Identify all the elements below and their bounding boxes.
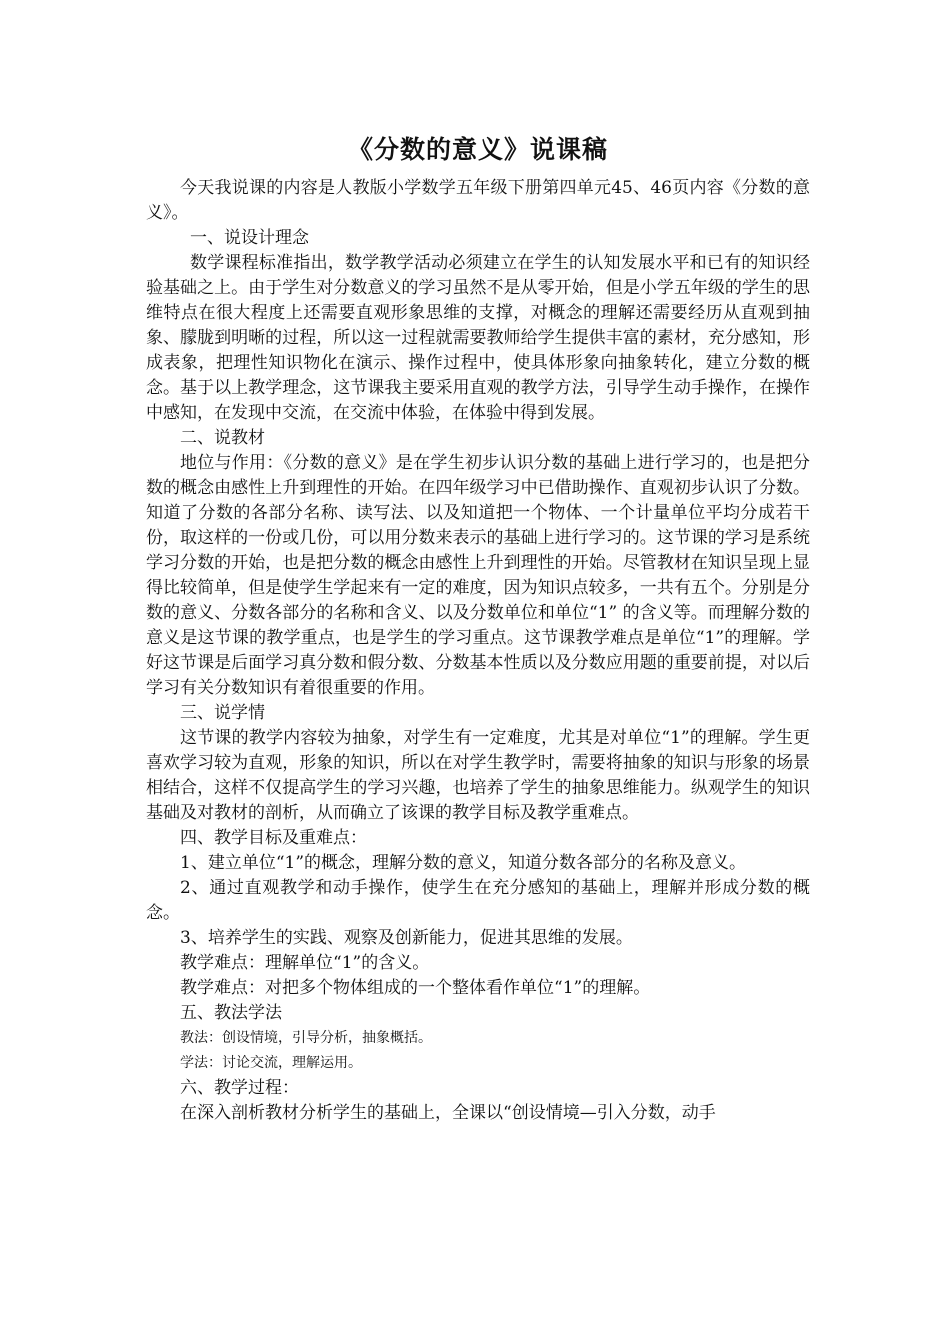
section-1-body: 数学课程标准指出，数学教学活动必须建立在学生的认知发展水平和已有的知识经验基础之上。由于学生对分数意义的学习虽然不是从零开始，但是小学五年级的学生的思维特点在很大程度上还需要直观形象思维的支撑，对概念的理解还需要经历从直观到抽象、朦胧到明晰的过程，所以这一过程就需要教师给学生提供丰富的素材，充分感知，形成表象，把理性知识物化在演示、操作过程中，使具体形象向抽象转化，建立分数的概念。基于以上教学理念，这节课我主要采用直观的教学方法，引导学生动手操作，在操作中感知，在发现中交流，在交流中体验，在体验中得到发展。 [146, 253, 810, 423]
section-3-body: 这节课的教学内容较为抽象，对学生有一定难度，尤其是对单位“1”的理解。学生更喜欢学习较为直观，形象的知识，所以在对学生教学时，需要将抽象的知识与形象的场景相结合，这样不仅提高学生的学习兴趣，也培养了学生的抽象思维能力。纵观学生的知识基础及对教材的剖析，从而确立了该课的教学目标及教学重难点。 [146, 728, 810, 823]
difficulty-2: 教学难点：对把多个物体组成的一个整体看作单位“1”的理解。 [180, 978, 651, 998]
section-2-heading: 二、说教材 [180, 428, 265, 448]
section-4-heading: 四、教学目标及重难点： [180, 828, 367, 848]
goal-1: 1、建立单位“1”的概念，理解分数的意义，知道分数各部分的名称及意义。 [180, 853, 747, 873]
intro-paragraph: 今天我说课的内容是人教版小学数学五年级下册第四单元45、46页内容《分数的意义》。 [146, 178, 810, 223]
goal-2: 2、通过直观教学和动手操作，使学生在充分感知的基础上，理解并形成分数的概念。 [146, 878, 810, 923]
section-5-heading: 五、教法学法 [180, 1003, 282, 1023]
learning-method: 学法：讨论交流，理解运用。 [180, 1055, 362, 1071]
goal-3: 3、培养学生的实践、观察及创新能力，促进其思维的发展。 [180, 928, 633, 948]
section-2-body: 地位与作用：《分数的意义》是在学生初步认识分数的基础上进行学习的，也是把分数的概念由感性上升到理性的开始。在四年级学习中已借助操作、直观初步认识了分数。知道了分数的各部分名称、读写法、以及知道把一个物体、一个计量单位平均分成若干份，取这样的一份或几份，可以用分数来表示的基础上进行学习的。这节课的学习是系统学习分数的开始，也是把分数的概念由感性上升到理性的开始。尽管教材在知识呈现上显得比较简单，但是使学生学起来有一定的难度，因为知识点较多，一共有五个。分别是分数的意义、分数各部分的名称和含义、以及分数单位和单位“1” 的含义等。而理解分数的意义是这节课的教学重点，也是学生的学习重点。这节课教学难点是单位“1”的理解。学好这节课是后面学习真分数和假分数、分数基本性质以及分数应用题的重要前提，对以后学习有关分数知识有着很重要的作用。 [146, 453, 810, 698]
document-page [146, 130, 810, 1126]
section-6-heading: 六、教学过程： [180, 1078, 299, 1098]
document-title: 《分数的意义》说课稿 [347, 135, 608, 164]
section-3-heading: 三、说学情 [180, 703, 265, 723]
difficulty-1: 教学难点：理解单位“1”的含义。 [180, 953, 430, 973]
teaching-method: 教法：创设情境，引导分析，抽象概括。 [180, 1030, 432, 1046]
section-6-body: 在深入剖析教材分析学生的基础上，全课以“创设情境—引入分数，动手 [180, 1103, 716, 1123]
section-1-heading: 一、说设计理念 [190, 228, 309, 248]
